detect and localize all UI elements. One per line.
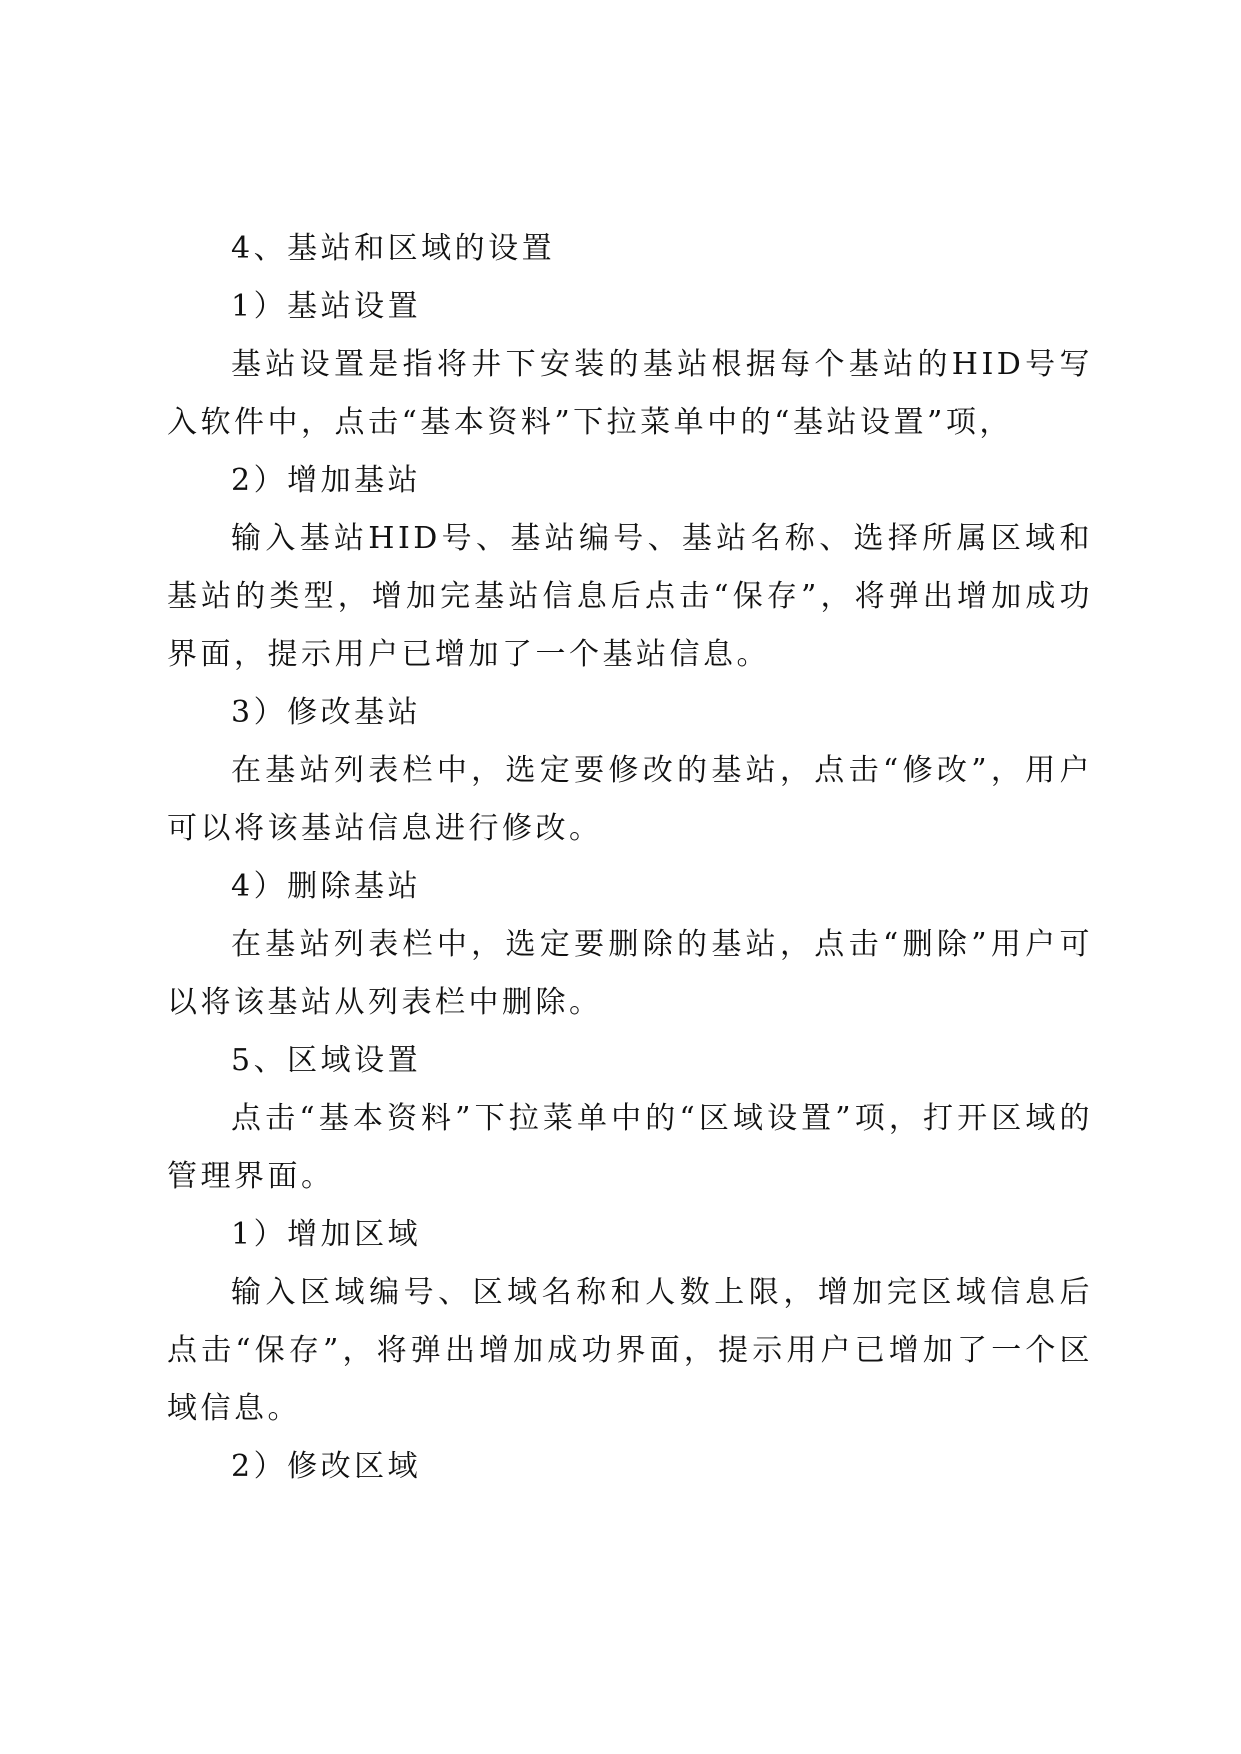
section-heading-area-settings: 5、区域设置 — [231, 1043, 422, 1078]
section-heading-base-station-area: 4、基站和区域的设置 — [231, 231, 556, 266]
paragraph-add-base-station: 输入基站HID号、基站编号、基站名称、选择所属区域和基站的类型，增加完基站信息后点击“保存”，将弹出增加成功界面，提示用户已增加了一个基站信息。 — [167, 521, 1093, 672]
subheading-delete-base-station: 4）删除基站 — [231, 869, 422, 904]
subheading-modify-base-station: 3）修改基站 — [231, 695, 422, 730]
subheading-add-base-station: 2）增加基站 — [231, 463, 422, 498]
document-body — [167, 220, 1093, 1496]
subheading-modify-area: 2）修改区域 — [231, 1449, 422, 1484]
subheading-base-station-settings: 1）基站设置 — [231, 289, 422, 324]
paragraph-area-settings: 点击“基本资料”下拉菜单中的“区域设置”项，打开区域的管理界面。 — [167, 1101, 1093, 1194]
paragraph-modify-base-station: 在基站列表栏中，选定要修改的基站，点击“修改”，用户可以将该基站信息进行修改。 — [167, 753, 1093, 846]
subheading-add-area: 1）增加区域 — [231, 1217, 422, 1252]
paragraph-delete-base-station: 在基站列表栏中，选定要删除的基站，点击“删除”用户可以将该基站从列表栏中删除。 — [167, 927, 1093, 1020]
paragraph-add-area: 输入区域编号、区域名称和人数上限，增加完区域信息后点击“保存”，将弹出增加成功界面，提示用户已增加了一个区域信息。 — [167, 1275, 1093, 1426]
paragraph-base-station-settings: 基站设置是指将井下安装的基站根据每个基站的HID号写入软件中，点击“基本资料”下拉菜单中的“基站设置”项， — [167, 347, 1093, 440]
